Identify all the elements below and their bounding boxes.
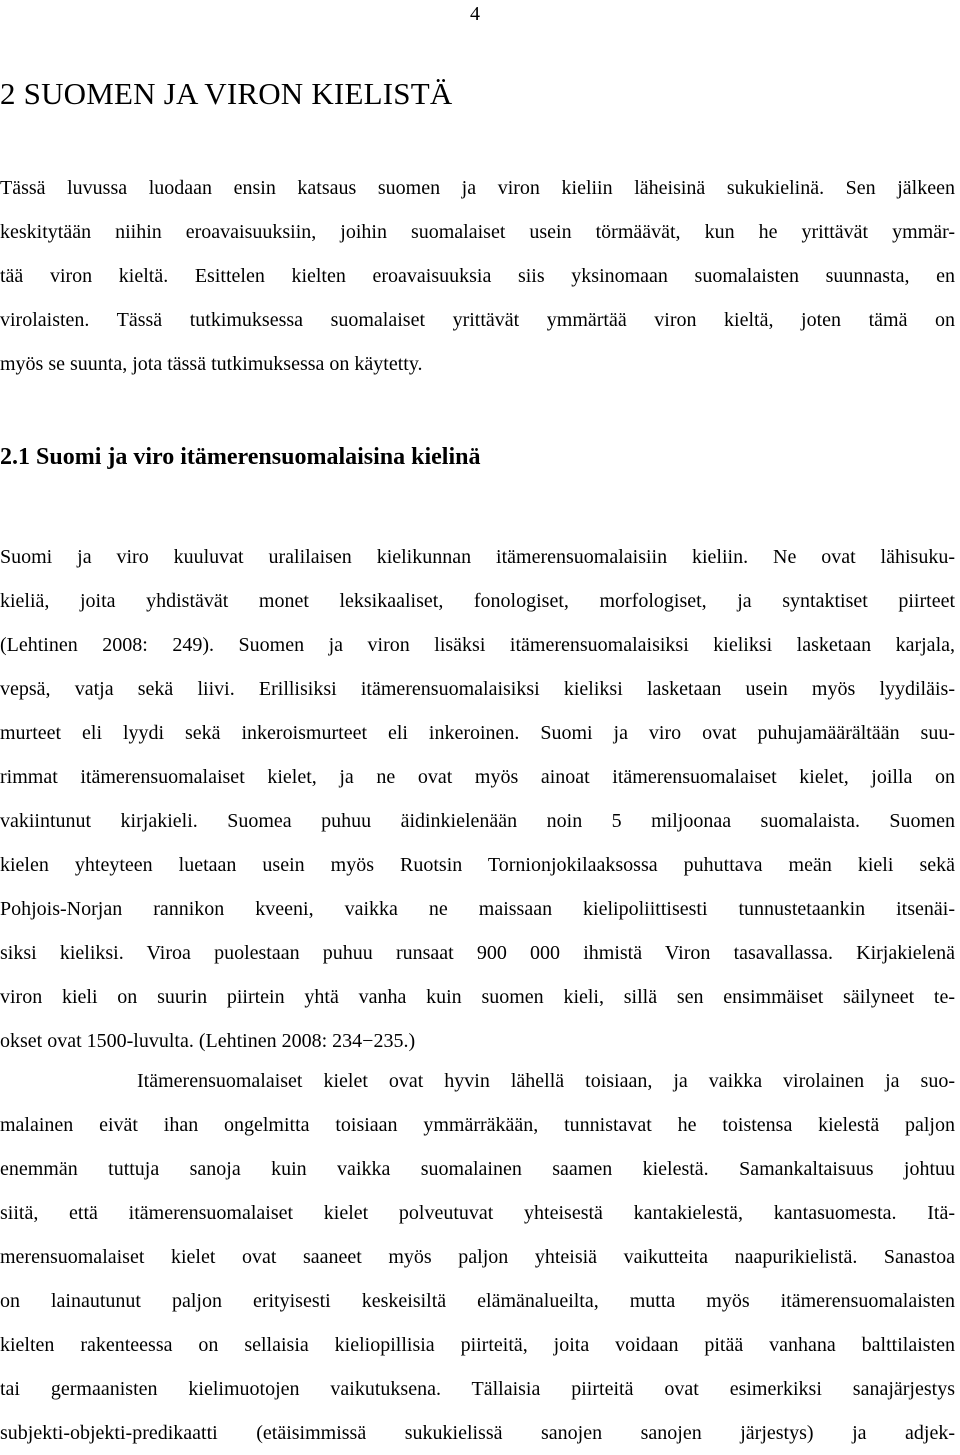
text-line: Suomi ja viro kuuluvat uralilaisen kielikunnan itämerensuomalaisiin kieliin. Ne ovat lähisuku- <box>0 546 955 568</box>
text-line: subjekti-objekti-predikaatti (etäisimmissä sukukielissä sanojen sanojen järjestys) ja adjek- <box>0 1422 955 1444</box>
section-heading: 2.1 Suomi ja viro itämerensuomalaisina kielinä <box>0 444 481 470</box>
text-line: kielen yhteyteen luetaan usein myös Ruotsin Tornionjokilaaksossa puhuttava meän kieli sekä <box>0 854 955 876</box>
text-line: (Lehtinen 2008: 249). Suomen ja viron lisäksi itämerensuomalaisiksi kieliksi lasketaan karjala, <box>0 634 955 656</box>
text-line: malainen eivät ihan ongelmitta toisiaan ymmärräkään, tunnistavat he toistensa kielestä paljon <box>0 1114 955 1136</box>
text-line: virolaisten. Tässä tutkimuksessa suomalaiset yrittävät ymmärtää viron kieltä, joten tämä on <box>0 309 955 331</box>
section-paragraph-2 <box>0 1059 955 1455</box>
text-line: enemmän tuttuja sanoja kuin vaikka suomalainen saamen kielestä. Samankaltaisuus johtuu <box>0 1158 955 1180</box>
text-line: tää viron kieltä. Esittelen kielten eroavaisuuksia siis yksinomaan suomalaisten suunnasta, en <box>0 265 955 287</box>
text-line: on lainautunut paljon erityisesti keskeisiltä elämänalueilta, mutta myös itämerensuomalaisten <box>0 1290 955 1312</box>
text-line: murteet eli lyydi sekä inkeroismurteet eli inkeroinen. Suomi ja viro ovat puhujamäärältään suu- <box>0 722 955 744</box>
text-line: Itämerensuomalaiset kielet ovat hyvin lähellä toisiaan, ja vaikka virolainen ja suo- <box>137 1070 955 1092</box>
text-line: keskitytään niihin eroavaisuuksiin, joihin suomalaiset usein törmäävät, kun he yrittävät ymmär- <box>0 221 955 243</box>
text-line: rimmat itämerensuomalaiset kielet, ja ne ovat myös ainoat itämerensuomalaiset kielet, joilla on <box>0 766 955 788</box>
text-line: merensuomalaiset kielet ovat saaneet myös paljon yhteisiä vaikutteita naapurikielistä. Sanastoa <box>0 1246 955 1268</box>
text-line: Tässä luvussa luodaan ensin katsaus suomen ja viron kieliin läheisinä sukukielinä. Sen jälkeen <box>0 177 955 199</box>
intro-paragraph <box>0 166 955 386</box>
text-line: okset ovat 1500-luvulta. (Lehtinen 2008: 234−235.) <box>0 1030 416 1052</box>
chapter-heading: 2 SUOMEN JA VIRON KIELISTÄ <box>0 76 453 111</box>
page-number: 4 <box>470 3 480 25</box>
text-line: siitä, että itämerensuomalaiset kielet polveutuvat yhteisestä kantakielestä, kantasuomesta. Itä- <box>0 1202 955 1224</box>
text-line: kielten rakenteessa on sellaisia kieliopillisia piirteitä, joita voidaan pitää vanhana balttilaisten <box>0 1334 955 1356</box>
text-line: Pohjois-Norjan rannikon kveeni, vaikka ne maissaan kielipoliittisesti tunnustetaankin itsenäi- <box>0 898 955 920</box>
text-line: tai germaanisten kielimuotojen vaikutuksena. Tällaisia piirteitä ovat esimerkiksi sanajärjestys <box>0 1378 955 1400</box>
section-paragraph-1 <box>0 535 955 1063</box>
text-line: viron kieli on suurin piirtein yhtä vanha kuin suomen kieli, sillä sen ensimmäiset säilyneet te- <box>0 986 955 1008</box>
text-line: vakiintunut kirjakieli. Suomea puhuu äidinkielenään noin 5 miljoonaa suomalaista. Suomen <box>0 810 955 832</box>
text-line: siksi kieliksi. Viroa puolestaan puhuu runsaat 900 000 ihmistä Viron tasavallassa. Kirjakielenä <box>0 942 955 964</box>
text-line: myös se suunta, jota tässä tutkimuksessa on käytetty. <box>0 353 423 375</box>
text-line: kieliä, joita yhdistävät monet leksikaaliset, fonologiset, morfologiset, ja syntaktiset piirteet <box>0 590 955 612</box>
text-line: vepsä, vatja sekä liivi. Erillisiksi itämerensuomalaisiksi kieliksi lasketaan usein myös lyydiläis- <box>0 678 955 700</box>
